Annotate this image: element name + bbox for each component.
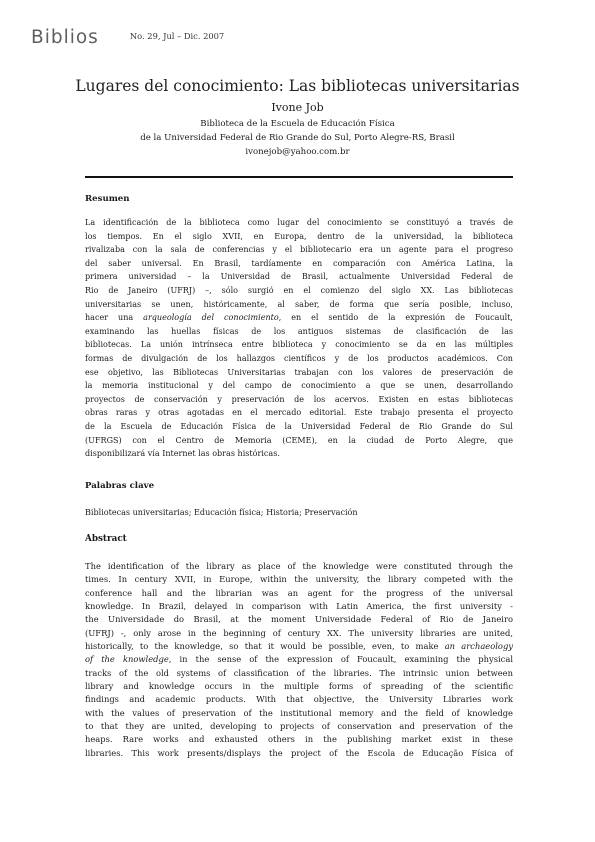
- section-divider: [85, 176, 513, 178]
- abstract-text: historically, to the knowledge, so that it would be possible, even, to make: [85, 640, 445, 651]
- abstract-line: times. In century XVII, in Europe, within the university, the library competed with the: [85, 574, 513, 585]
- running-header: [31, 27, 224, 47]
- abstract-italic-term: of the knowledge: [85, 654, 169, 665]
- abstract-line: library and knowledge occurs in the multiple forms of spreading of the scientific: [85, 680, 513, 691]
- resumen-text: , en el sentido de la expresión de Foucault,: [278, 313, 513, 323]
- resumen-line: Rio de Janeiro (UFRJ) –, sólo surgió en el comienzo del siglo XX. Las bibliotecas: [85, 285, 513, 295]
- resumen-line: obras raras y otras agotadas en el mercado editorial. Este trabajo presenta el proyecto: [85, 408, 513, 418]
- resumen-line: ese objetivo, las Bibliotecas Universitarias trabajan con los valores de preservación de: [85, 367, 513, 377]
- resumen-italic-term: arqueología del conocimiento: [143, 313, 279, 323]
- abstract-line: with the values of preservation of the institutional memory and the field of knowledge: [85, 707, 513, 718]
- abstract-text: , in the sense of the expression of Foucault, examining the physical: [168, 654, 513, 665]
- affiliation-line-2: de la Universidad Federal de Rio Grande do Sul, Porto Alegre-RS, Brasil: [140, 133, 455, 143]
- keywords-heading: Palabras clave: [85, 481, 155, 491]
- abstract-line: findings and academic products. With that objective, the University Libraries work: [85, 694, 513, 705]
- abstract-heading: Abstract: [85, 534, 127, 544]
- resumen-line: del saber universal. En Brasil, tardíamente en comparación con América Latina, la: [85, 258, 513, 268]
- abstract-paragraph: [85, 560, 513, 760]
- abstract-line: The identification of the library as place of the knowledge were constituted through the: [85, 561, 513, 571]
- resumen-heading: Resumen: [85, 194, 130, 204]
- author-affiliation: [0, 117, 595, 159]
- resumen-line: La identificación de la biblioteca como lugar del conocimiento se constituyó a través de: [85, 218, 513, 227]
- keywords-text: Bibliotecas universitarias; Educación física; Historia; Preservación: [85, 508, 358, 517]
- resumen-line: disponibilizará vía Internet las obras históricas.: [85, 449, 280, 459]
- abstract-line: libraries. This work presents/displays the project of the Escola de Educação Física of: [85, 747, 513, 758]
- resumen-line: formas de divulgación de los hallazgos científicos y de los productos académicos. Con: [85, 353, 513, 363]
- resumen-text: hacer una: [85, 313, 144, 323]
- resumen-line: universitarias se unen, históricamente, al saber, de forma que sería posible, incluso,: [85, 299, 513, 309]
- resumen-line: examinando las huellas físicas de los antiguos sistemas de clasificación de las: [85, 326, 513, 336]
- abstract-line: [85, 653, 513, 666]
- journal-logo: Biblios: [31, 27, 99, 48]
- abstract-line: heaps. Rare works and exhausted others in the publishing market exist in these: [85, 734, 513, 745]
- resumen-line: proyectos de conservación y preservación de los acervos. Existen en estas bibliotecas: [85, 394, 513, 404]
- abstract-line: tracks of the old systems of classification of the libraries. The intrinsic union between: [85, 667, 513, 678]
- resumen-line: (UFRGS) con el Centro de Memoria (CEME), en la ciudad de Porto Alegre, que: [85, 435, 513, 445]
- resumen-line: primera universidad – la Universidad de Brasil, actualmente Universidad Federal de: [85, 272, 513, 282]
- abstract-line: knowledge. In Brazil, delayed in comparison with Latin America, the first university -: [85, 600, 513, 611]
- abstract-line: conference hall and the librarian was an agent for the progress of the universal: [85, 587, 513, 598]
- resumen-line: bibliotecas. La unión intrínseca entre biblioteca y conocimiento se da en las múltiples: [85, 340, 513, 350]
- abstract-line: [85, 640, 513, 653]
- resumen-line: de la Escuela de Educación Física de la Universidad Federal de Rio Grande do Sul: [85, 421, 513, 431]
- abstract-italic-term: an archaeology: [444, 640, 513, 651]
- affiliation-line-1: Biblioteca de la Escuela de Educación Física: [200, 119, 395, 129]
- resumen-paragraph: [85, 216, 513, 461]
- resumen-line: rivalizaba con la sala de conferencias y el bibliotecario era un agente para el progreso: [85, 245, 513, 255]
- resumen-line: los tiempos. En el siglo XVII, en Europa, dentro de la universidad, la biblioteca: [85, 231, 513, 241]
- abstract-line: the Universidade do Brasil, at the moment Universidade Federal of Rio de Janeiro: [85, 614, 513, 625]
- author-email: ivonejob@yahoo.com.br: [245, 147, 350, 157]
- issue-label: No. 29, Jul – Dic. 2007: [129, 31, 225, 41]
- abstract-line: to that they are united, developing to projects of conservation and preservation of the: [85, 720, 513, 731]
- keywords-paragraph: [85, 506, 513, 520]
- resumen-line: [85, 311, 513, 325]
- abstract-line: (UFRJ) -, only arose in the beginning of century XX. The university libraries are united,: [85, 627, 513, 638]
- article-title: Lugares del conocimiento: Las bibliotecas universitarias: [75, 77, 520, 95]
- resumen-line: la memoria institucional y del campo de conocimiento a que se unen, desarrollando: [85, 381, 513, 391]
- article-author: Ivone Job: [271, 101, 324, 114]
